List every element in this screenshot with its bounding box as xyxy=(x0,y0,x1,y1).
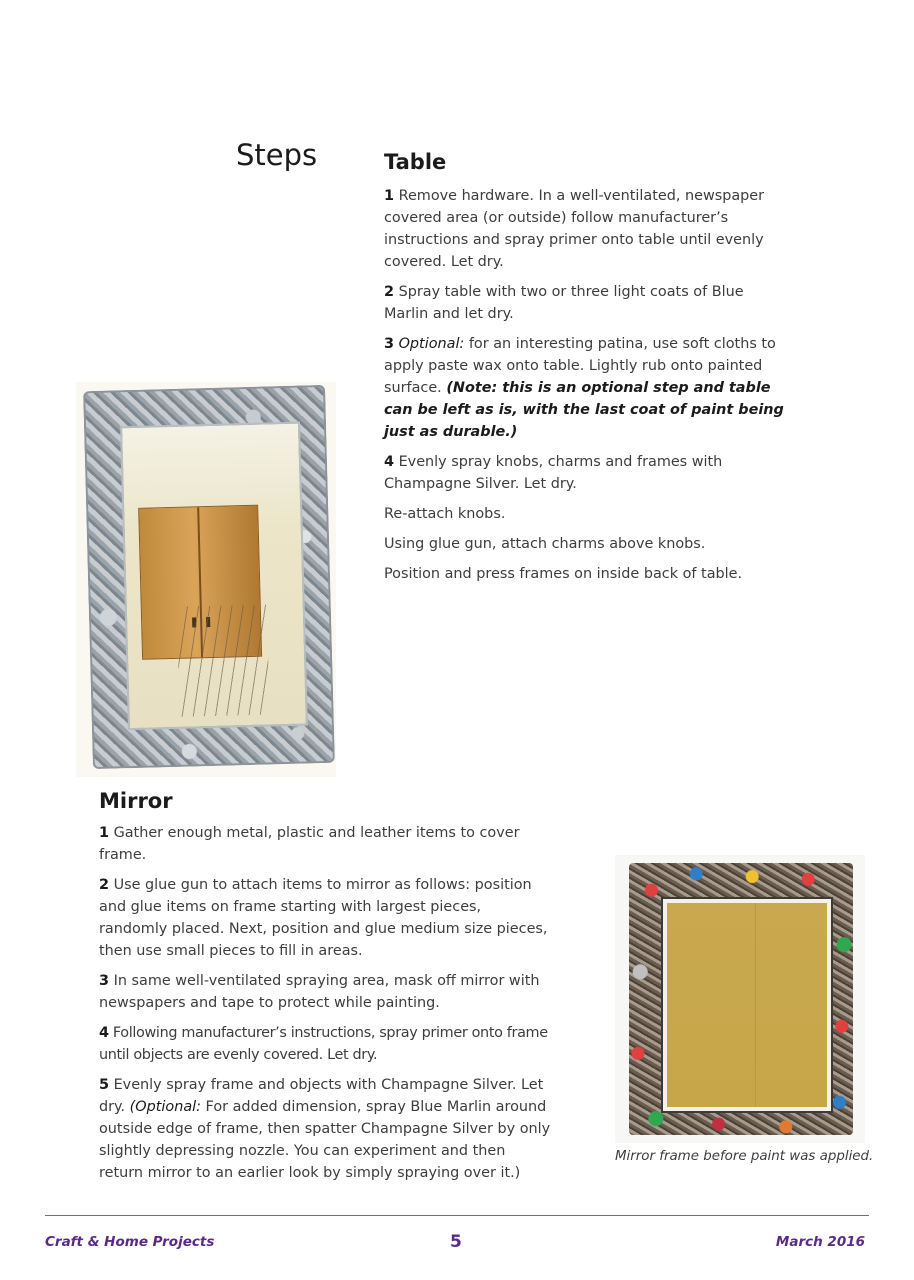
silver-mirror-frame xyxy=(83,385,335,769)
unpainted-mirror-photo xyxy=(615,855,865,1143)
table-step-4: 4 Evenly spray knobs, charms and frames with Champagne Silver. Let dry. xyxy=(384,454,723,492)
table-step-3: 3 Optional: for an interesting patina, use soft cloths to apply paste wax onto table. Lightly rub onto painted surface. (Note: this is an optional step and table can be left as is, with the last coat of paint being just as durable.) xyxy=(384,336,784,440)
table-steps-list xyxy=(384,185,784,593)
mirror-steps-list xyxy=(99,822,551,1192)
mirror-section-title: Mirror xyxy=(99,789,173,813)
table-step-1: 1 Remove hardware. In a well-ventilated, newspaper covered area (or outside) follow manufacturer’s instructions and spray primer onto table until evenly covered. Let dry. xyxy=(384,188,765,270)
mirror-step-4: 4 Following manufacturer’s instructions, spray primer onto frame until objects are evenly covered. Let dry. xyxy=(99,1025,548,1063)
table-section-title: Table xyxy=(384,150,447,174)
table-step-3-note: (Note: this is an optional step and table can be left as is, with the last coat of paint being just as durable.) xyxy=(384,380,784,440)
page-number: 5 xyxy=(450,1232,462,1252)
mirror-step-1: 1 Gather enough metal, plastic and leather items to cover frame. xyxy=(99,825,520,863)
table-step-extra-3: Position and press frames on inside back of table. xyxy=(384,566,743,582)
mirror-step-5: 5 Evenly spray frame and objects with Champagne Silver. Let dry. (Optional: For added dimension, spray Blue Marlin around outside edge of frame, then spatter Champagne Silver by only slightly depressing nozzle. You can experiment and then return mirror to an earlier look by simply spraying over it.) xyxy=(99,1077,551,1181)
steps-heading: Steps xyxy=(236,138,318,172)
unpainted-mirror-frame xyxy=(629,863,853,1135)
footer-date: March 2016 xyxy=(775,1234,865,1250)
table-step-extra-1: Re-attach knobs. xyxy=(384,506,506,522)
table-step-2: 2 Spray table with two or three light coats of Blue Marlin and let dry. xyxy=(384,284,744,322)
table-step-extra-2: Using glue gun, attach charms above knobs. xyxy=(384,536,706,552)
mirror-step-2: 2 Use glue gun to attach items to mirror as follows: position and glue items on frame starting with largest pieces, randomly placed. Next, position and glue medium size pieces, then use small pieces to fill in areas. xyxy=(99,877,548,959)
silver-mirror-photo xyxy=(76,382,336,777)
mirror-glass xyxy=(120,422,308,731)
photo-caption: Mirror frame before paint was applied. xyxy=(615,1149,874,1164)
mirror-step-3: 3 In same well-ventilated spraying area, mask off mirror with newspapers and tape to protect while painting. xyxy=(99,973,540,1011)
footer-divider xyxy=(45,1215,869,1216)
reflected-twigs xyxy=(177,604,270,716)
mirror-backing xyxy=(663,899,831,1111)
footer-publication: Craft & Home Projects xyxy=(45,1234,215,1250)
